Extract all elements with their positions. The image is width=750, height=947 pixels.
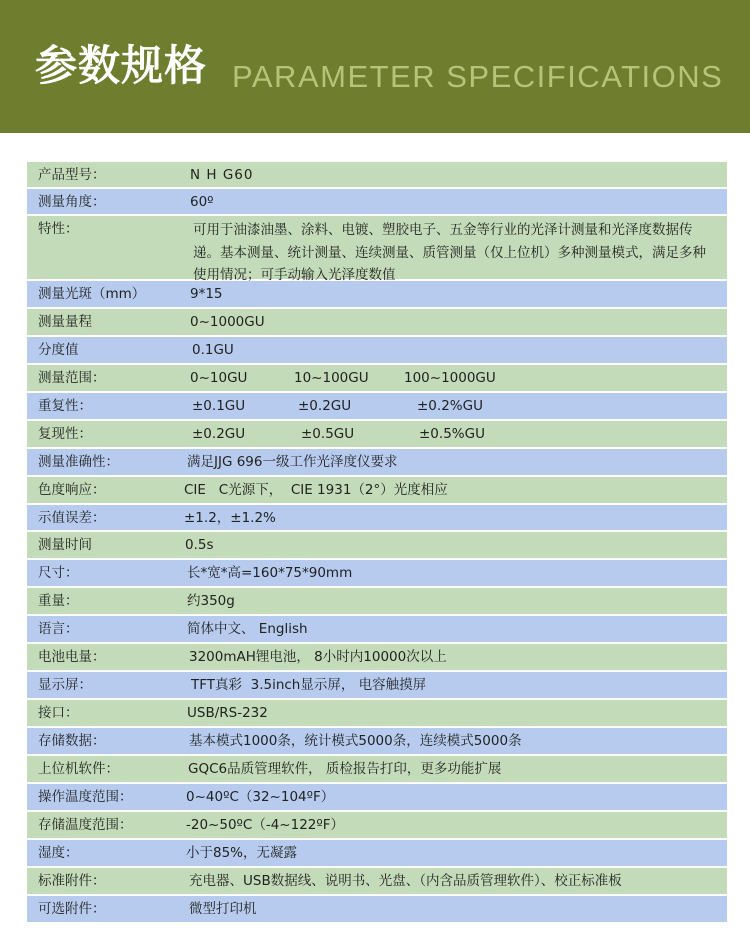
spec-value: 0~40ºC（32~104ºF） bbox=[186, 789, 335, 805]
spec-row-accuracy bbox=[27, 449, 727, 477]
spec-row-display bbox=[27, 672, 727, 700]
spec-row-storage bbox=[27, 728, 727, 756]
spec-label: 存储数据： bbox=[38, 733, 106, 749]
spec-value: 满足JJG 696一级工作光泽度仪要求 bbox=[187, 454, 398, 470]
spec-row-humidity bbox=[27, 840, 727, 868]
spec-label: 测量范围： bbox=[38, 370, 106, 386]
spec-label: 上位机软件： bbox=[38, 761, 119, 777]
page-title: 参数规格 bbox=[35, 41, 208, 90]
spec-label: 尺寸： bbox=[38, 565, 79, 581]
spec-value: ±1.2，±1.2% bbox=[184, 510, 276, 526]
spec-value: 60º bbox=[190, 194, 214, 210]
spec-label: 接口： bbox=[38, 705, 79, 721]
spec-table bbox=[27, 162, 727, 924]
reprod-high: ±0.5%GU bbox=[419, 426, 485, 442]
spec-row-software bbox=[27, 756, 727, 784]
spec-row-angle bbox=[27, 189, 727, 216]
spec-label: 产品型号： bbox=[38, 167, 106, 183]
spec-row-model bbox=[27, 162, 727, 189]
spec-label: 操作温度范围： bbox=[38, 789, 133, 805]
page-subtitle: PARAMETER SPECIFICATIONS bbox=[232, 59, 724, 94]
spec-value: -20~50ºC（-4~122ºF） bbox=[186, 817, 344, 833]
spec-value: 0.5s bbox=[185, 537, 214, 553]
spec-row-features bbox=[27, 216, 727, 281]
spec-value: 约350g bbox=[187, 593, 235, 609]
spec-label: 分度值 bbox=[38, 342, 79, 358]
repeat-high: ±0.2%GU bbox=[417, 398, 483, 414]
spec-row-reproducibility bbox=[27, 421, 727, 449]
spec-label: 重复性： bbox=[38, 398, 92, 414]
spec-label: 语言： bbox=[38, 621, 79, 637]
spec-value: 长*宽*高=160*75*90mm bbox=[187, 565, 353, 581]
spec-label: 标准附件： bbox=[38, 873, 106, 889]
spec-value bbox=[175, 421, 727, 446]
reprod-mid: ±0.5GU bbox=[301, 426, 355, 442]
spec-row-repeatability bbox=[27, 393, 727, 421]
spec-label: 测量光斑（mm） bbox=[38, 286, 146, 302]
spec-label: 特性： bbox=[38, 221, 79, 237]
spec-row-range bbox=[27, 309, 727, 337]
spec-label: 显示屏： bbox=[38, 677, 92, 693]
header-banner bbox=[0, 0, 750, 133]
spec-value: 0~1000GU bbox=[190, 314, 265, 330]
spec-value: 微型打印机 bbox=[189, 901, 257, 917]
spec-row-color-response bbox=[27, 477, 727, 505]
reprod-low: ±0.2GU bbox=[192, 426, 246, 442]
spec-row-time bbox=[27, 532, 727, 560]
spec-row-optional-accessories bbox=[27, 896, 727, 924]
range-low: 0~10GU bbox=[190, 370, 248, 386]
spec-row-error bbox=[27, 505, 727, 532]
spec-value: 9*15 bbox=[190, 286, 223, 302]
spec-label: 存储温度范围： bbox=[38, 817, 133, 833]
spec-row-size bbox=[27, 560, 727, 588]
spec-value: N H G60 bbox=[190, 167, 254, 183]
spec-label: 测量准确性： bbox=[38, 454, 119, 470]
spec-row-operating-temp bbox=[27, 784, 727, 812]
spec-value: 小于85%，无凝露 bbox=[186, 845, 298, 861]
spec-value: TFT真彩 3.5inch显示屏， 电容触摸屏 bbox=[191, 677, 427, 693]
range-high: 100~1000GU bbox=[404, 370, 496, 386]
spec-row-standard-accessories bbox=[27, 868, 727, 896]
spec-value: USB/RS-232 bbox=[187, 705, 268, 721]
spec-row-resolution bbox=[27, 337, 727, 365]
spec-label: 重量： bbox=[38, 593, 79, 609]
spec-row-measure-range bbox=[27, 365, 727, 393]
spec-label: 示值误差： bbox=[38, 510, 106, 526]
spec-label: 测量量程 bbox=[38, 314, 92, 330]
spec-value: 可用于油漆油墨、涂料、电镀、塑胶电子、五金等行业的光泽计测量和光泽度数据传递。基本测量、统计测量、连续测量、质管测量（仅上位机）多种测量模式，满足多种使用情况；可手动输入光泽度数值 bbox=[193, 222, 706, 283]
spec-label: 色度响应： bbox=[38, 482, 106, 498]
spec-row-weight bbox=[27, 588, 727, 616]
spec-label: 可选附件： bbox=[38, 901, 106, 917]
spec-label: 测量角度： bbox=[38, 194, 106, 210]
spec-row-language bbox=[27, 616, 727, 644]
spec-row-interface bbox=[27, 700, 727, 728]
repeat-low: ±0.1GU bbox=[192, 398, 246, 414]
spec-value: 基本模式1000条，统计模式5000条，连续模式5000条 bbox=[189, 733, 522, 749]
spec-value: 3200mAH锂电池， 8小时内10000次以上 bbox=[189, 649, 447, 665]
spec-value: GQC6品质管理软件， 质检报告打印，更多功能扩展 bbox=[188, 761, 502, 777]
spec-value: 0.1GU bbox=[192, 342, 234, 358]
spec-label: 测量时间 bbox=[38, 537, 92, 553]
spec-label: 电池电量： bbox=[38, 649, 106, 665]
spec-value bbox=[175, 393, 727, 418]
spec-value bbox=[175, 365, 727, 390]
spec-label: 湿度： bbox=[38, 845, 79, 861]
range-mid: 10~100GU bbox=[294, 370, 369, 386]
spec-label: 复现性： bbox=[38, 426, 92, 442]
spec-value: 简体中文、 English bbox=[187, 621, 308, 637]
spec-value: 充电器、USB数据线、说明书、光盘、（内含品质管理软件）、校正标准板 bbox=[189, 873, 622, 889]
spec-row-battery bbox=[27, 644, 727, 672]
spec-value: CIE C光源下， CIE 1931（2°）光度相应 bbox=[184, 482, 448, 498]
repeat-mid: ±0.2GU bbox=[298, 398, 352, 414]
spec-row-storage-temp bbox=[27, 812, 727, 840]
spec-row-spot bbox=[27, 281, 727, 309]
